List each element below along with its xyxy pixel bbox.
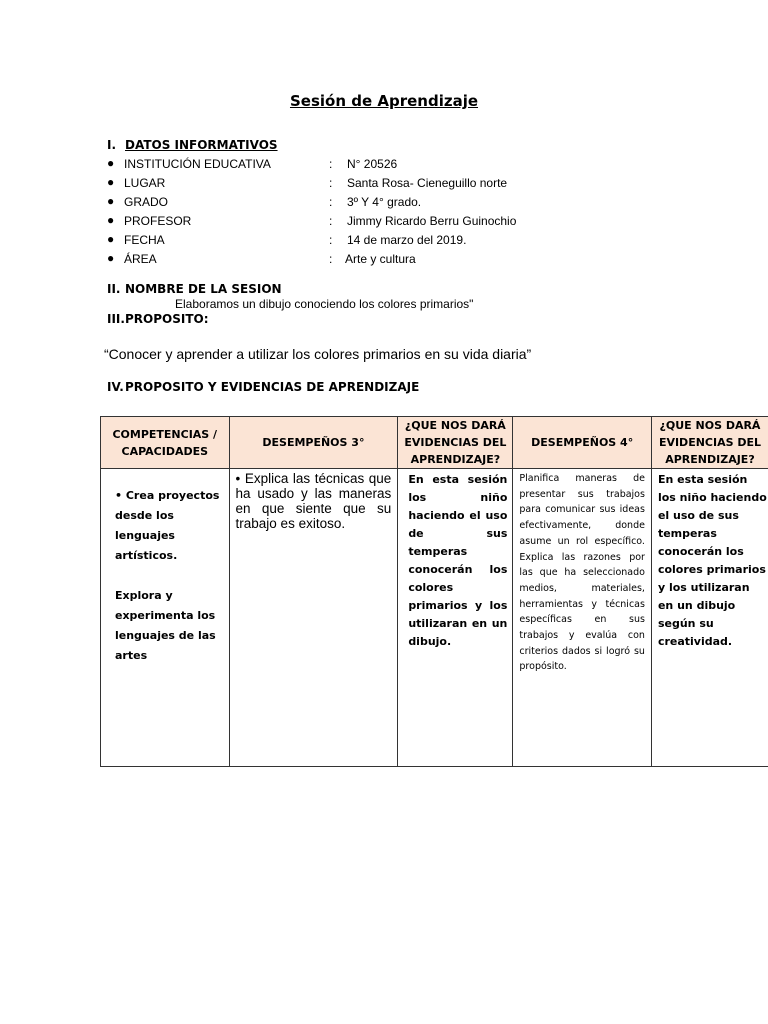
section-number: I. [107,138,117,152]
cell-desempenos-4: Planifica maneras de presentar sus trabajos para comunicar sus ideas efectivamente, donde asume un rol específico. Explica las razones por las que ha seleccionado medios, materiales, herramientas y técnicas específicas en sus trabajos y evalúa con criterios dados si logró su propósito. [513,469,652,767]
info-label: ÁREA [124,252,157,266]
bullet-icon: ● [107,213,115,227]
bullet-icon: ● [107,156,115,170]
section-datos-informativos [107,138,278,152]
cell-competencias [101,469,230,767]
info-colon: : [329,214,333,228]
info-value: Jimmy Ricardo Berru Guinochio [347,214,517,228]
section-nombre-sesion [107,282,282,296]
header-desempenos-4: DESEMPEÑOS 4° [513,417,652,469]
cell-desempenos-3: • Explica las técnicas que ha usado y las maneras en que siente que su trabajo es exitoso. [229,469,398,767]
competencia-item: • Crea proyectos desde los lenguajes artísticos. [115,489,220,562]
cell-evidencias-3: En esta sesión los niño haciendo el uso de sus temperas conocerán los colores primarios y los utilizaran en un dibujo. [398,469,513,767]
purpose-statement: “Conocer y aprender a utilizar los colores primarios en su vida diaria” [104,346,532,362]
section-number: IV. [107,380,124,394]
section-proposito [107,312,209,326]
section-heading: PROPOSITO Y EVIDENCIAS DE APRENDIZAJE [125,380,420,394]
info-value: 14 de marzo del 2019. [347,233,467,247]
evidence-table [100,416,768,767]
info-label: LUGAR [124,176,166,190]
header-evidencias-3: ¿QUE NOS DARÁ EVIDENCIAS DEL APRENDIZAJE? [398,417,513,469]
section-number: II. [107,282,121,296]
info-label: FECHA [124,233,165,247]
info-colon: : [329,233,333,247]
page-title: Sesión de Aprendizaje [289,92,479,110]
table-row [101,469,768,767]
header-competencias: COMPETENCIAS / CAPACIDADES [101,417,230,469]
info-value: Santa Rosa- Cieneguillo norte [347,176,508,190]
bullet-icon: ● [107,251,115,265]
info-value: Arte y cultura [345,252,416,266]
bullet-icon: ● [107,175,115,189]
header-evidencias-4: ¿QUE NOS DARÁ EVIDENCIAS DEL APRENDIZAJE? [651,417,768,469]
info-label: GRADO [124,195,169,209]
info-label: INSTITUCIÓN EDUCATIVA [124,157,271,171]
table-header-row [101,417,768,469]
section-heading: DATOS INFORMATIVOS [125,138,278,152]
capacidad-item: Explora y experimenta los lenguajes de las artes [115,589,216,662]
info-colon: : [329,157,333,171]
bullet-icon: ● [107,232,115,246]
info-value: N° 20526 [347,157,398,171]
cell-evidencias-4: En esta sesión los niño haciendo el uso de sus temperas conocerán los colores primarios y los utilizaran en un dibujo según su creatividad. [651,469,768,767]
info-value: 3º Y 4° grado. [347,195,422,209]
session-name: Elaboramos un dibujo conociendo los colores primarios" [175,297,474,311]
section-number: III. [107,312,125,326]
section-heading: PROPOSITO: [125,312,209,326]
section-heading: NOMBRE DE LA SESION [125,282,282,296]
header-desempenos-3: DESEMPEÑOS 3° [229,417,398,469]
bullet-icon: ● [107,194,115,208]
info-colon: : [329,176,333,190]
info-colon: : [329,252,333,266]
info-label: PROFESOR [124,214,192,228]
section-proposito-evidencias [107,380,419,394]
info-colon: : [329,195,333,209]
